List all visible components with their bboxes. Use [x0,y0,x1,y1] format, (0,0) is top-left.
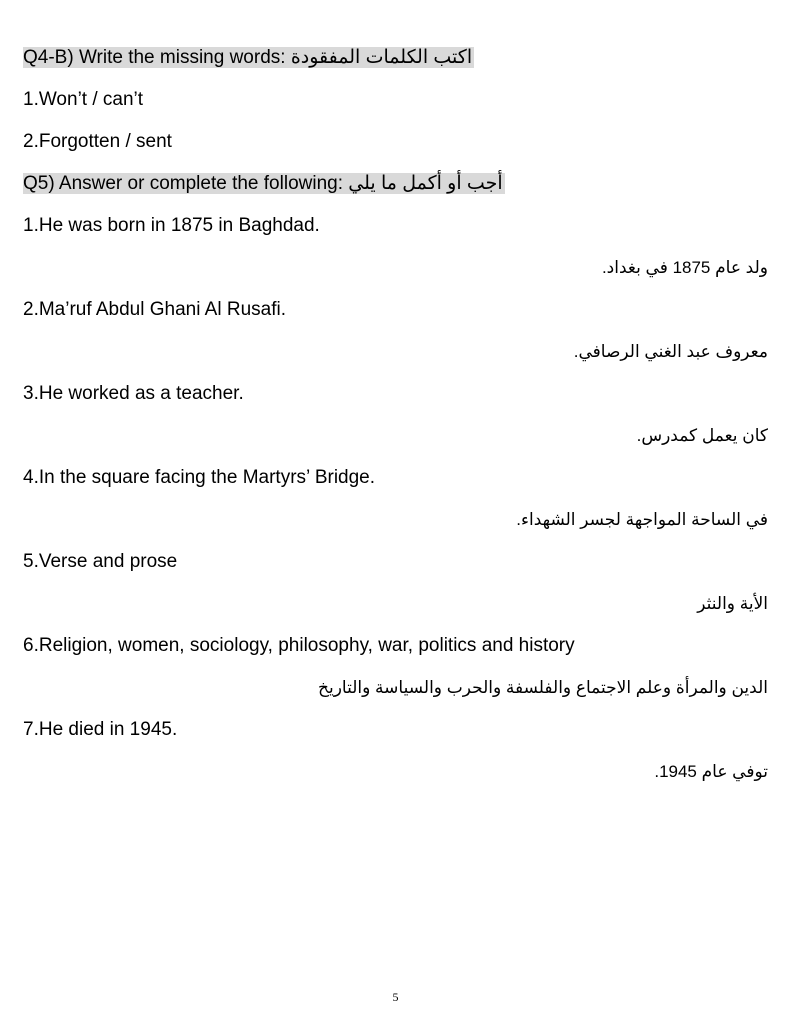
q5-answer-6-en: 6.Religion, women, sociology, philosophy, war, politics and history [23,635,575,656]
q5-answer-3-ar: كان يعمل كمدرس. [636,426,768,445]
q4b-answer-1: 1.Won’t / can’t [23,89,144,110]
q5-answer-7-ar: توفي عام 1945. [654,762,768,781]
q5-answer-2-ar: معروف عبد الغني الرصافي. [573,342,768,361]
q5-answer-1-en: 1.He was born in 1875 in Baghdad. [23,215,320,236]
q5-answer-2-en: 2.Ma’ruf Abdul Ghani Al Rusafi. [23,299,286,320]
q5-answer-1-ar: ولد عام 1875 في بغداد. [601,258,768,277]
page-number: 5 [392,990,399,1004]
q5-answer-5-en: 5.Verse and prose [23,551,178,572]
q5-answer-3-en: 3.He worked as a teacher. [23,383,244,404]
q4b-heading: Q4-B) Write the missing words: اكتب الكلمات المفقودة [23,47,473,68]
q4b-answer-2: 2.Forgotten / sent [23,131,172,152]
q5-heading: Q5) Answer or complete the following: أجب أو أكمل ما يلي [23,173,503,194]
q5-answer-7-en: 7.He died in 1945. [23,719,178,740]
q4b-heading-line [23,47,474,69]
q5-answer-4-en: 4.In the square facing the Martyrs’ Bridge. [23,467,376,488]
q5-answer-6-ar: الدين والمرأة وعلم الاجتماع والفلسفة والحرب والسياسة والتاريخ [318,678,768,697]
q5-answer-5-ar: الأية والنثر [697,594,768,613]
q5-heading-line [23,173,505,195]
q5-answer-4-ar: في الساحة المواجهة لجسر الشهداء. [516,510,768,529]
